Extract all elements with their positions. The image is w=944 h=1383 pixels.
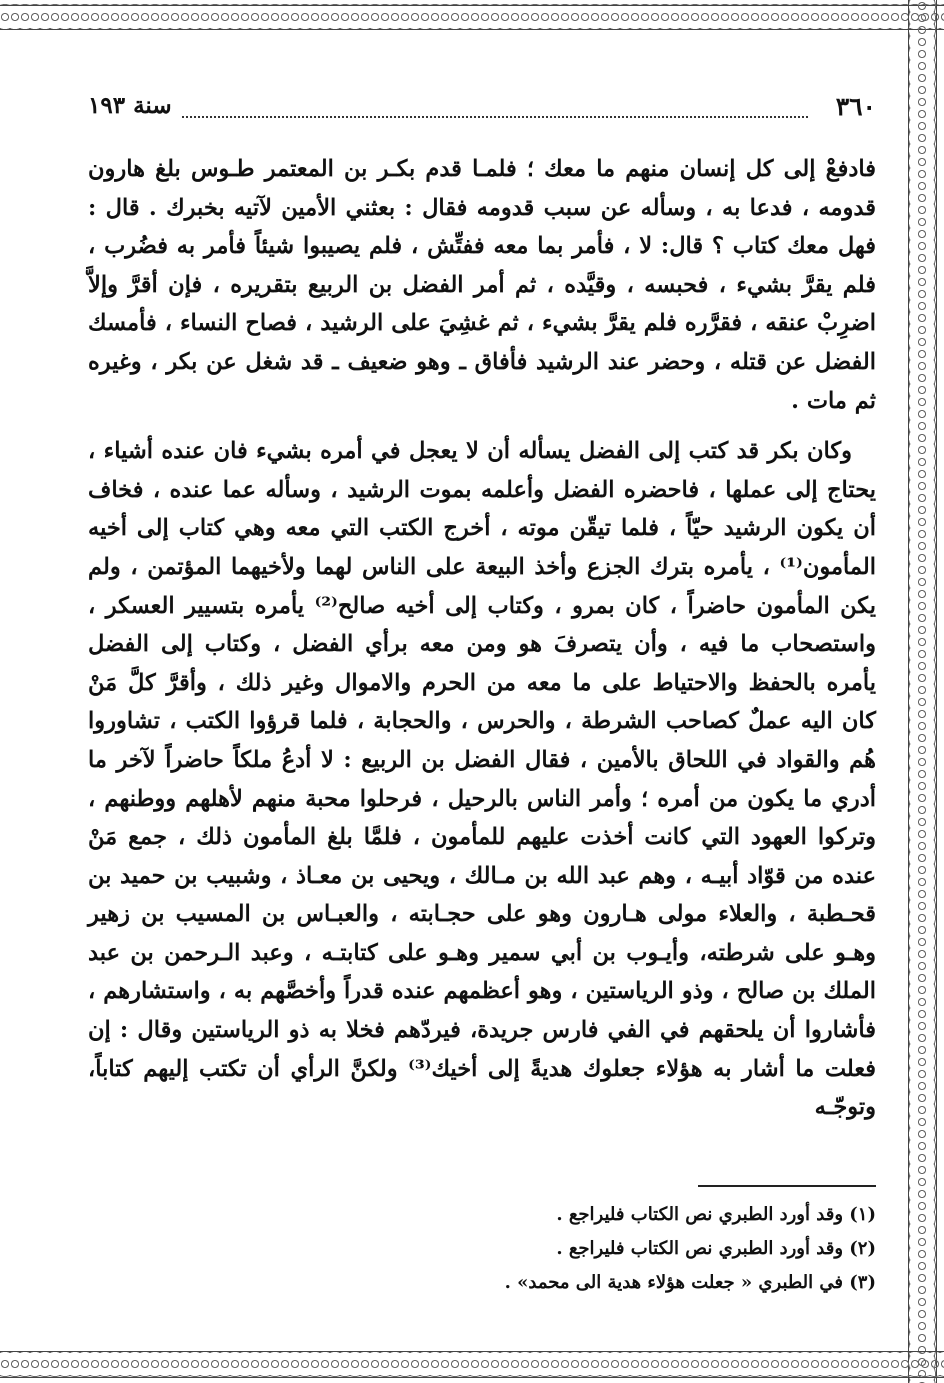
footnote-separator: [698, 1185, 876, 1187]
decorative-border-top: [0, 0, 944, 36]
footnote-2: (٢) وقد أورد الطبري نص الكتاب فليراجع .: [556, 1238, 876, 1259]
paragraph: فادفعْ إلى كل إنسان منهم ما معك ؛ فلمـا قدم بكـر بن المعتمر طـوس بلغ هارون قدومه ، فدعا به ، وسأله عن سبب قدومه فقال : بعثني الأمين لآتيه بخبرك . قال : فهل معك كتاب ؟ قال: لا ، فأمر بما معه ففتِّش ، فلم يصيبوا شيئاً فأمر به فضُرب ، فلم يقرَّ بشيء ، فحبسه ، وقيَّده ، ثم أمر الفضل بن الربيع بتقريره ، فإن أقرَّ وإلاَّ اضرِبْ عنقه ، فقرَّره فلم يقرَّ بشيء ، ثم غشِيَ على الرشيد ، فصاح النساء ، فأمسك الفضل عن قتله ، وحضر عند الرشيد فأفاق ـ وهو ضعيف ـ قد شغل عن بكر ، وغيره ثم مات .: [88, 156, 876, 414]
header-dotted-leader: [182, 116, 808, 118]
decorative-border-right: [900, 0, 944, 1383]
page-number: ٣٦٠: [835, 92, 876, 121]
paragraph: وكان بكر قد كتب إلى الفضل يسأله أن لا يعجل في أمره بشيء فان عنده أشياء ، يحتاج إلى عملها ، فاحضره الفضل وأعلمه بموت الرشيد ، وسأله عما عنده ، فخاف أن يكون الرشيد حيّاً ، فلما تيقّن موته ، أخرج الكتب التي معه وهي كتاب إلى أخيه المأمون⁽¹⁾ ، يأمره بترك الجزع وأخذ البيعة على الناس لهما ولأخيهما المؤتمن ، ولم يكن المأمون حاضراً ، كان بمرو ، وكتاب إلى أخيه صالح⁽²⁾ يأمره بتسيير العسكر ، واستصحاب ما فيه ، وأن يتصرفَ هو ومن معه برأي الفضل ، وكتاب إلى الفضل يأمره بالحفظ والاحتياط على ما معه من الحرم والاموال وغير ذلك ، وأقرَّ كلَّ مَنْ كان اليه عملٌ كصاحب الشرطة ، والحرس ، والحجابة ، فلما قرؤوا الكتب ، تشاوروا هُم والقواد في اللحاق بالأمين ، فقال الفضل بن الربيع : لا أدعُ ملكاً حاضراً لآخر ما أدري ما يكون من أمره ؛ وأمر الناس بالرحيل ، فرحلوا محبة منهم لأهلهم ووطنهم ، وتركوا العهود التي كانت أخذت عليهم للمأمون ، فلمَّا بلغ المأمون ذلك ، جمع مَنْ عنده من قوّاد أبيـه ، وهم عبد الله بن مـالك ، ويحيى بن معـاذ ، وشبيب بن حميد بن قحـطبة ، والعلاء مولى هـارون وهو على حجـابته ، والعبـاس بن المسيب بن زهير وهـو على شرطته، وأيـوب بن أبي سمير وهـو على كتابتـه ، وعبد الـرحمن بن عبد الملك بن صالح ، وذو الرياستين ، وهو أعظمهم عنده قدراً وأخصَّهم به ، واستشارهم ، فأشاروا أن يلحقهم في الفي فارس جريدة، فيردّهم فخلا به ذو الرياستين وقال : إن فعلت ما أشار به هؤلاء جعلوك هديةً إلى أخيك⁽³⁾ ولكنَّ الرأي أن تكتب إليهم كتاباً، وتوجّـه: [88, 438, 876, 1121]
footnotes: [88, 1198, 876, 1300]
main-text: [88, 150, 876, 1127]
year-label: سنة ١٩٣: [88, 92, 172, 119]
footnote-1: (١) وقد أورد الطبري نص الكتاب فليراجع .: [556, 1204, 876, 1225]
decorative-border-bottom: [0, 1347, 944, 1383]
footnote-3: (٣) في الطبري « جعلت هؤلاء هدية الى محمد» .: [504, 1272, 876, 1293]
running-header: [88, 92, 876, 126]
